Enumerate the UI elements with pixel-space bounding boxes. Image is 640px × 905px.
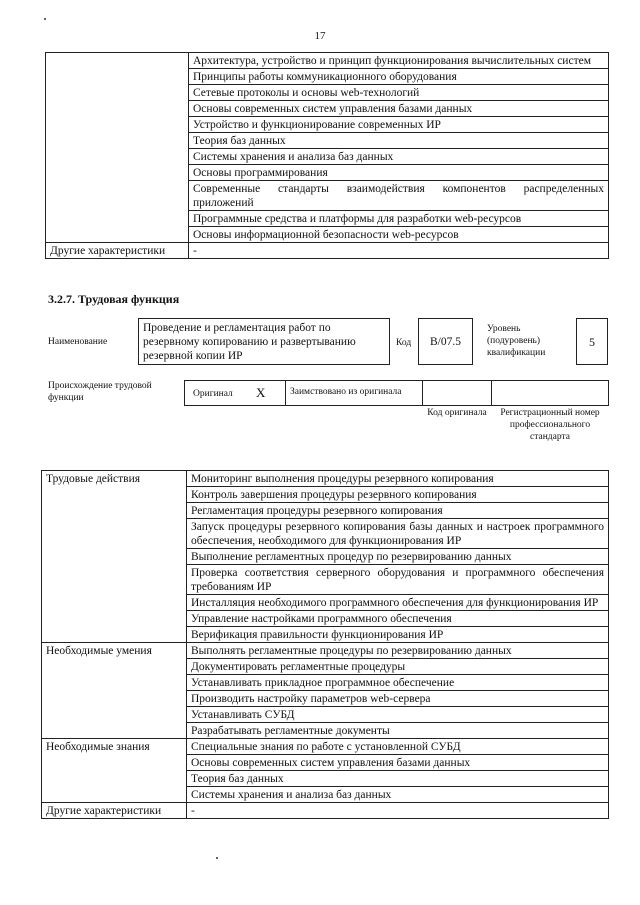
top-table-row: Теория баз данных bbox=[189, 133, 609, 149]
action-item: Инсталляция необходимого программного обеспечения для функционирования ИР bbox=[187, 595, 609, 611]
top-table-row: Сетевые протоколы и основы web-технологий bbox=[189, 85, 609, 101]
action-item: Проверка соответствия серверного оборудования и программного обеспечения требованиям ИР bbox=[187, 565, 609, 595]
top-table-row: Основы программирования bbox=[189, 165, 609, 181]
skills-label: Необходимые умения bbox=[42, 643, 187, 739]
top-table-row: Программные средства и платформы для разработки web-ресурсов bbox=[189, 211, 609, 227]
skill-item: Документировать регламентные процедуры bbox=[187, 659, 609, 675]
actions-label: Трудовые действия bbox=[42, 471, 187, 643]
other-label: Другие характеристики bbox=[42, 803, 187, 819]
other-value: - bbox=[187, 803, 609, 819]
name-value: Проведение и регламентация работ по резервному копированию и развертыванию резервной копии ИР bbox=[143, 322, 356, 362]
skill-item: Устанавливать СУБД bbox=[187, 707, 609, 723]
knowledge-item: Основы современных систем управления базами данных bbox=[187, 755, 609, 771]
borrowed-label: Заимствовано из оригинала bbox=[290, 387, 402, 397]
name-value-box bbox=[138, 318, 390, 365]
top-other-label: Другие характеристики bbox=[46, 243, 189, 259]
knowledge-item: Теория баз данных bbox=[187, 771, 609, 787]
scan-speck bbox=[216, 857, 218, 859]
page-number: 17 bbox=[314, 30, 326, 42]
top-knowledge-table bbox=[45, 52, 609, 259]
action-item: Контроль завершения процедуры резервного копирования bbox=[187, 487, 609, 503]
skill-item: Устанавливать прикладное программное обеспечение bbox=[187, 675, 609, 691]
skill-item: Выполнять регламентные процедуры по резервированию данных bbox=[187, 643, 609, 659]
borrowed-box bbox=[285, 380, 423, 406]
original-label: Оригинал bbox=[193, 389, 233, 399]
original-box bbox=[184, 380, 286, 406]
level-label: Уровень (подуровень) квалификации bbox=[487, 324, 546, 358]
level-value-box bbox=[576, 318, 608, 365]
top-table-row: Принципы работы коммуникационного оборудования bbox=[189, 69, 609, 85]
code-value: B/07.5 bbox=[430, 336, 461, 348]
top-table-row: Устройство и функционирование современных ИР bbox=[189, 117, 609, 133]
code-value-box bbox=[418, 318, 473, 365]
skill-item: Разрабатывать регламентные документы bbox=[187, 723, 609, 739]
top-other-value: - bbox=[189, 243, 609, 259]
reg-number-box bbox=[491, 380, 609, 406]
action-item: Верификация правильности функционирования ИР bbox=[187, 627, 609, 643]
origin-label: Происхождение трудовой функции bbox=[48, 381, 152, 403]
action-item: Запуск процедуры резервного копирования базы данных и настроек программного обеспечения, необходимого для функционирования ИР bbox=[187, 519, 609, 549]
action-item: Мониторинг выполнения процедуры резервного копирования bbox=[187, 471, 609, 487]
knowledge-label: Необходимые знания bbox=[42, 739, 187, 803]
knowledge-item: Специальные знания по работе с установленной СУБД bbox=[187, 739, 609, 755]
top-table-empty-label bbox=[46, 53, 189, 243]
section-heading: 3.2.7. Трудовая функция bbox=[48, 292, 180, 306]
reg-number-label: Регистрационный номер профессионального стандарта bbox=[500, 408, 600, 442]
action-item: Управление настройками программного обеспечения bbox=[187, 611, 609, 627]
scan-speck bbox=[44, 18, 46, 20]
original-mark: X bbox=[256, 385, 266, 400]
origin-code-label: Код оригинала bbox=[427, 408, 487, 418]
top-table-row: Системы хранения и анализа баз данных bbox=[189, 149, 609, 165]
code-label: Код bbox=[396, 338, 412, 348]
action-item: Выполнение регламентных процедур по резервированию данных bbox=[187, 549, 609, 565]
function-details-table bbox=[41, 470, 609, 819]
top-table-row: Архитектура, устройство и принцип функционирования вычислительных систем bbox=[189, 53, 609, 69]
action-item: Регламентация процедуры резервного копирования bbox=[187, 503, 609, 519]
level-value: 5 bbox=[589, 335, 595, 349]
name-label: Наименование bbox=[48, 337, 108, 347]
top-table-row: Основы современных систем управления базами данных bbox=[189, 101, 609, 117]
top-table-row: Основы информационной безопасности web-ресурсов bbox=[189, 227, 609, 243]
origin-code-box bbox=[422, 380, 492, 406]
top-table-row: Современные стандарты взаимодействия компонентов распределенных приложений bbox=[189, 181, 609, 211]
skill-item: Производить настройку параметров web-сервера bbox=[187, 691, 609, 707]
knowledge-item: Системы хранения и анализа баз данных bbox=[187, 787, 609, 803]
